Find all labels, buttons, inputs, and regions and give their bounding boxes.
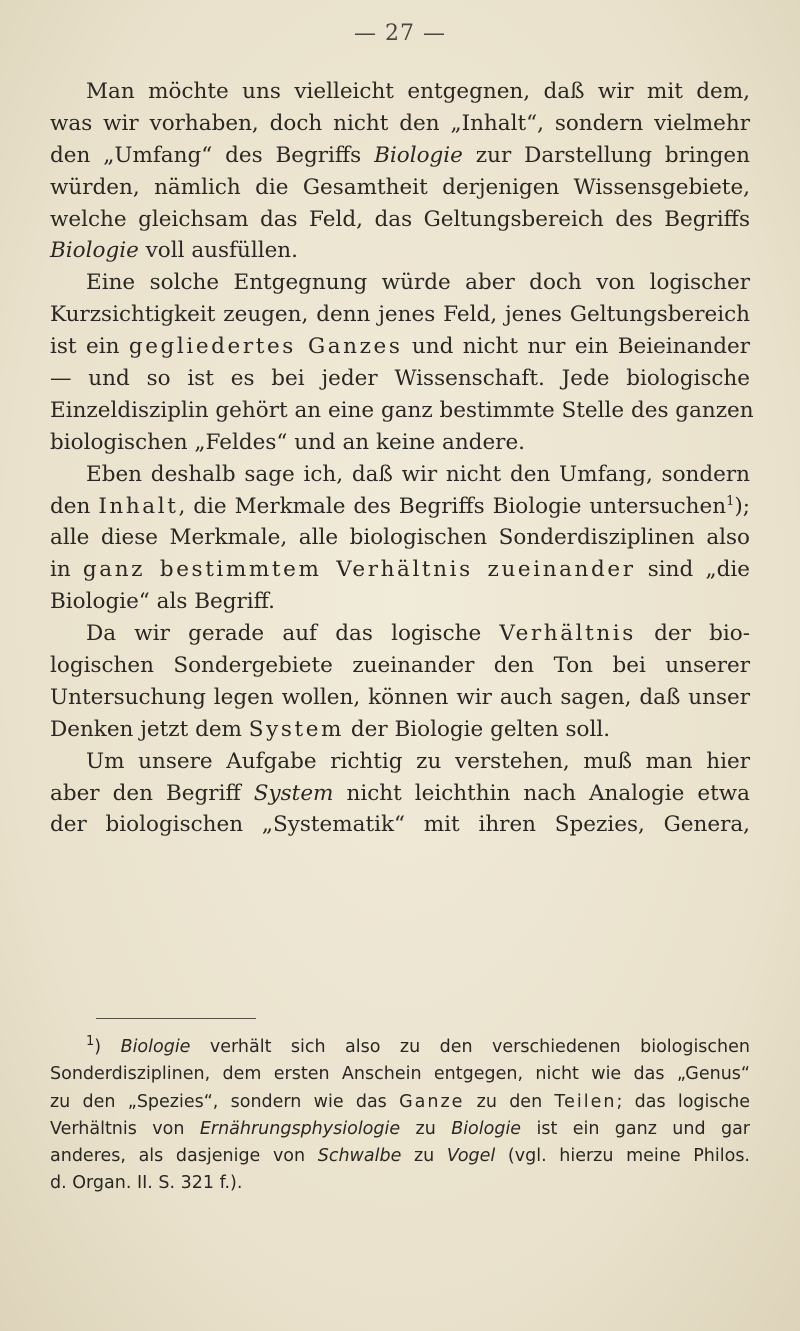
text-line: in ganz bestimmtem Verhältnis zueinander sind „die: [50, 557, 750, 583]
footnote-line: $^1$) Biologie verhält sich also zu den verschiedenen biologischen: [86, 1034, 751, 1057]
footnote-divider: [96, 1018, 256, 1019]
paragraph: [50, 618, 750, 746]
text-line: den „Umfang“ des Begriffs Biologie zur Darstellung bringen: [50, 142, 750, 168]
text-line: Da wir gerade auf das logische Verhältnis der bio-: [86, 621, 750, 647]
paragraph: [50, 459, 750, 618]
text-line: — und so ist es bei jeder Wissenschaft. Jede biologische: [50, 366, 750, 392]
paragraph: [50, 746, 750, 842]
text-line: Eben deshalb sage ich, daß wir nicht den Umfang, sondern: [86, 461, 750, 487]
paragraph: [50, 267, 754, 458]
text-line: Um unsere Aufgabe richtig zu verstehen, muß man hier: [86, 748, 750, 774]
text-line: aber den Begriff System nicht leichthin nach Analogie etwa: [50, 780, 750, 806]
paragraph: [50, 76, 750, 267]
footnote-line: Verhältnis von Ernährungsphysiologie zu Biologie ist ein ganz und gar: [50, 1118, 751, 1139]
text-line: Denken jetzt dem System der Biologie gelten soll.: [50, 716, 611, 742]
text-line: würden, nämlich die Gesamtheit derjenigen Wissensgebiete,: [50, 174, 750, 200]
footnote-line: d. Organ. II. S. 321 f.).: [50, 1173, 243, 1194]
text-line: der biologischen „Systematik“ mit ihren Spezies, Genera,: [50, 812, 750, 838]
text-line: Man möchte uns vielleicht entgegnen, daß wir mit dem,: [86, 79, 750, 104]
text-line: Untersuchung legen wollen, können wir auch sagen, daß unser: [50, 684, 750, 710]
text-line: Biologie voll ausfüllen.: [50, 238, 298, 264]
text-line: was wir vorhaben, doch nicht den „Inhalt“, sondern vielmehr: [50, 110, 750, 136]
main-text: [50, 76, 754, 841]
text-line: Biologie“ als Begriff.: [50, 589, 275, 615]
footnote-marker: 1: [726, 493, 735, 509]
text-line: welche gleichsam das Feld, das Geltungsbereich des Begriffs: [50, 206, 750, 232]
footnote: [50, 1034, 750, 1198]
text-line: Kurzsichtigkeit zeugen, denn jenes Feld, jenes Geltungsbereich: [50, 302, 750, 328]
text-line: logischen Sondergebiete zueinander den Ton bei unserer: [50, 653, 750, 679]
text-line: Eine solche Entgegnung würde aber doch von logischer: [86, 270, 750, 296]
footnote-line: anderes, als dasjenige von Schwalbe zu Vogel (vgl. hierzu meine Philos.: [50, 1146, 750, 1167]
text-line: den Inhalt, die Merkmale des Begriffs Biologie untersuchen$^1$);: [50, 493, 750, 519]
footnote-line: Sonderdisziplinen, dem ersten Anschein entgegen, nicht wie das „Genus“: [50, 1064, 750, 1085]
text-line: Einzeldisziplin gehört an eine ganz bestimmte Stelle des ganzen: [50, 397, 754, 423]
text-line: biologischen „Feldes“ und an keine andere.: [50, 429, 526, 455]
text-line: ist ein gegliedertes Ganzes und nicht nur ein Beieinander: [50, 334, 750, 360]
footnote-line: zu den „Spezies“, sondern wie das Ganze zu den Teilen; das logische: [50, 1091, 750, 1112]
footnote-marker: 1: [86, 1034, 95, 1050]
page-number: — 27 —: [354, 21, 446, 46]
text-line: alle diese Merkmale, alle biologischen Sonderdisziplinen also: [50, 525, 750, 551]
